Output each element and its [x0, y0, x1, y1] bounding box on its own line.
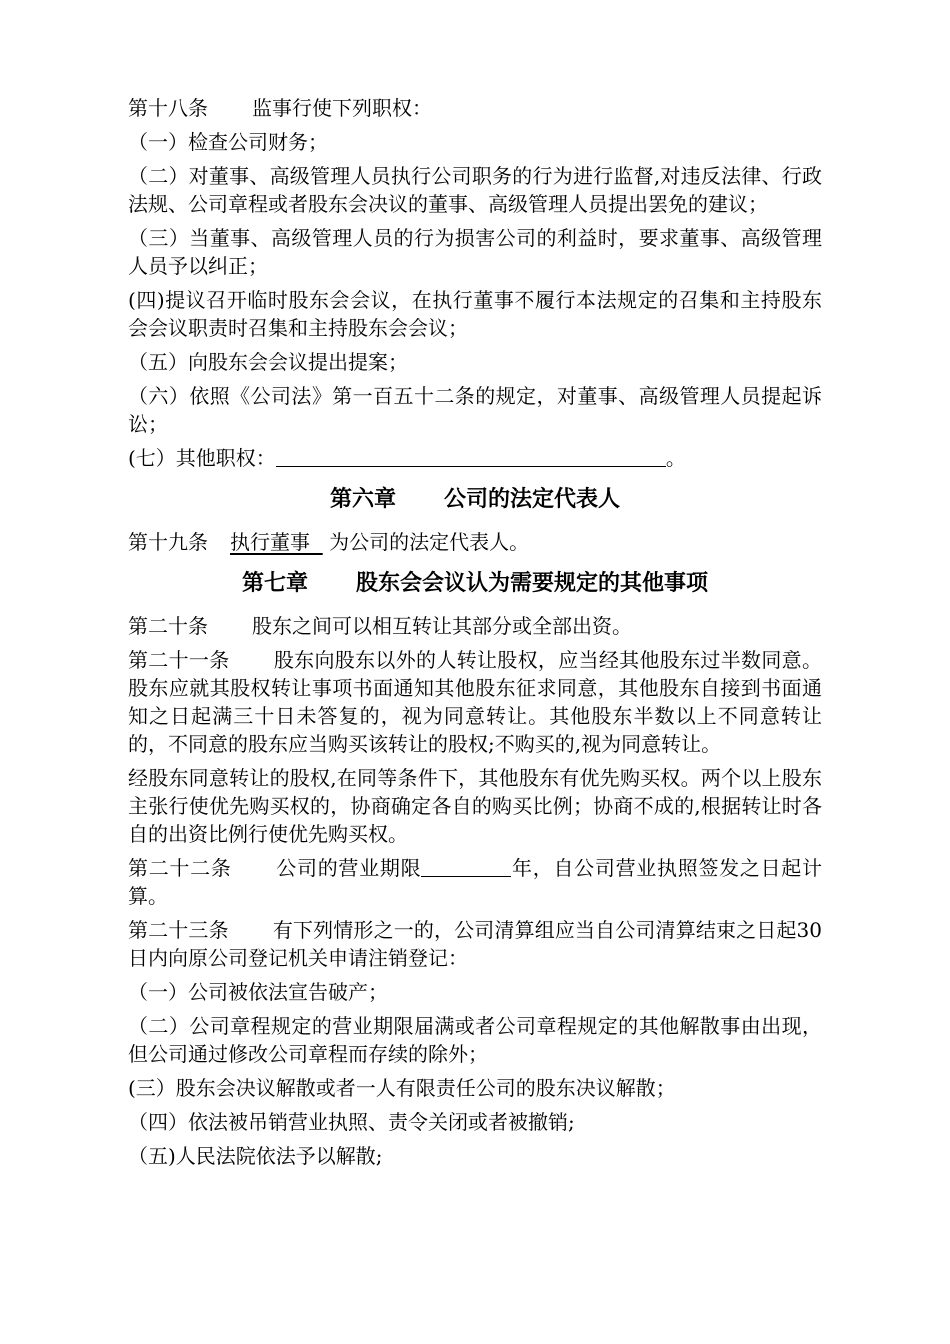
article-21 [128, 646, 822, 758]
document-page [128, 94, 822, 1176]
article-21-title: 第二十一条 [128, 648, 230, 672]
article-18-item-1: （一）检查公司财务； [128, 130, 328, 154]
article-23-item-5: （五)人民法院依法予以解散; [128, 1144, 383, 1168]
article-23-body: 有下列情形之一的，公司清算组应当自公司清算结束之日起30日内向原公司登记机关申请注销登记： [128, 918, 823, 970]
chapter-6-heading [128, 486, 822, 514]
article-19 [128, 528, 822, 556]
article-18-item-4: (四)提议召开临时股东会会议，在执行董事不履行本法规定的召集和主持股东会会议职责时召集和主持股东会会议； [128, 288, 822, 340]
chapter-7-title: 股东会会议认为需要规定的其他事项 [356, 571, 709, 596]
article-19-title: 第十九条 [128, 530, 208, 554]
fill-in-blank-term-years [421, 856, 511, 877]
article-18-item-7-end: 。 [665, 446, 686, 470]
chapter-6-number: 第六章 [329, 487, 396, 512]
article-18 [128, 94, 822, 122]
article-19-body: 为公司的法定代表人。 [329, 530, 530, 554]
article-18-item-2: （二）对董事、高级管理人员执行公司职务的行为进行监督,对违反法律、行政法规、公司章程或者股东会决议的董事、高级管理人员提出罢免的建议； [128, 164, 822, 216]
chapter-6-title: 公司的法定代表人 [444, 487, 621, 512]
chapter-7-number: 第七章 [241, 571, 308, 596]
article-22-body-start: 公司的营业期限 [275, 856, 422, 880]
article-22-body-end: 年，自公司营业执照签发之日起计算。 [128, 856, 823, 908]
article-23-item-4: （四）依法被吊销营业执照、责令关闭或者被撤销; [128, 1110, 575, 1134]
article-23-item-3: (三）股东会决议解散或者一人有限责任公司的股东决议解散； [128, 1076, 676, 1100]
fill-in-blank-other-powers [276, 446, 666, 467]
article-18-title: 第十八条 [128, 96, 208, 120]
article-18-body: 监事行使下列职权： [252, 96, 432, 120]
article-22 [128, 854, 822, 910]
article-19-filled-value: 执行董事 [230, 530, 310, 554]
article-23-item-2: （二）公司章程规定的营业期限届满或者公司章程规定的其他解散事由出现，但公司通过修改公司章程而存续的除外； [128, 1014, 822, 1066]
article-18-item-7-label: (七）其他职权： [128, 446, 276, 470]
article-20 [128, 612, 822, 640]
article-18-item-3: （三）当董事、高级管理人员的行为损害公司的利益时，要求董事、高级管理人员予以纠正； [128, 226, 822, 278]
article-23-title: 第二十三条 [128, 918, 229, 942]
article-18-item-5: （五）向股东会会议提出提案； [128, 350, 408, 374]
article-20-title: 第二十条 [128, 614, 208, 638]
article-21-body: 股东向股东以外的人转让股权，应当经其他股东过半数同意。股东应就其股权转让事项书面通知其他股东征求同意，其他股东自接到书面通知之日起满三十日未答复的，视为同意转让。其他股东半数以上不同意转让的，不同意的股东应当购买该转让的股权;不购买的,视为同意转让。 [128, 648, 822, 756]
chapter-7-heading [128, 570, 822, 598]
article-21-paragraph-2: 经股东同意转让的股权,在同等条件下，其他股东有优先购买权。两个以上股东主张行使优先购买权的，协商确定各自的购买比例；协商不成的,根据转让时各自的出资比例行使优先购买权。 [128, 766, 822, 846]
article-18-item-6: （六）依照《公司法》第一百五十二条的规定，对董事、高级管理人员提起诉讼； [128, 384, 822, 436]
article-23 [128, 916, 822, 972]
article-22-title: 第二十二条 [128, 856, 232, 880]
article-20-body: 股东之间可以相互转让其部分或全部出资。 [252, 614, 632, 638]
article-18-item-7 [128, 444, 822, 472]
article-23-item-1: （一）公司被依法宣告破产； [128, 980, 388, 1004]
